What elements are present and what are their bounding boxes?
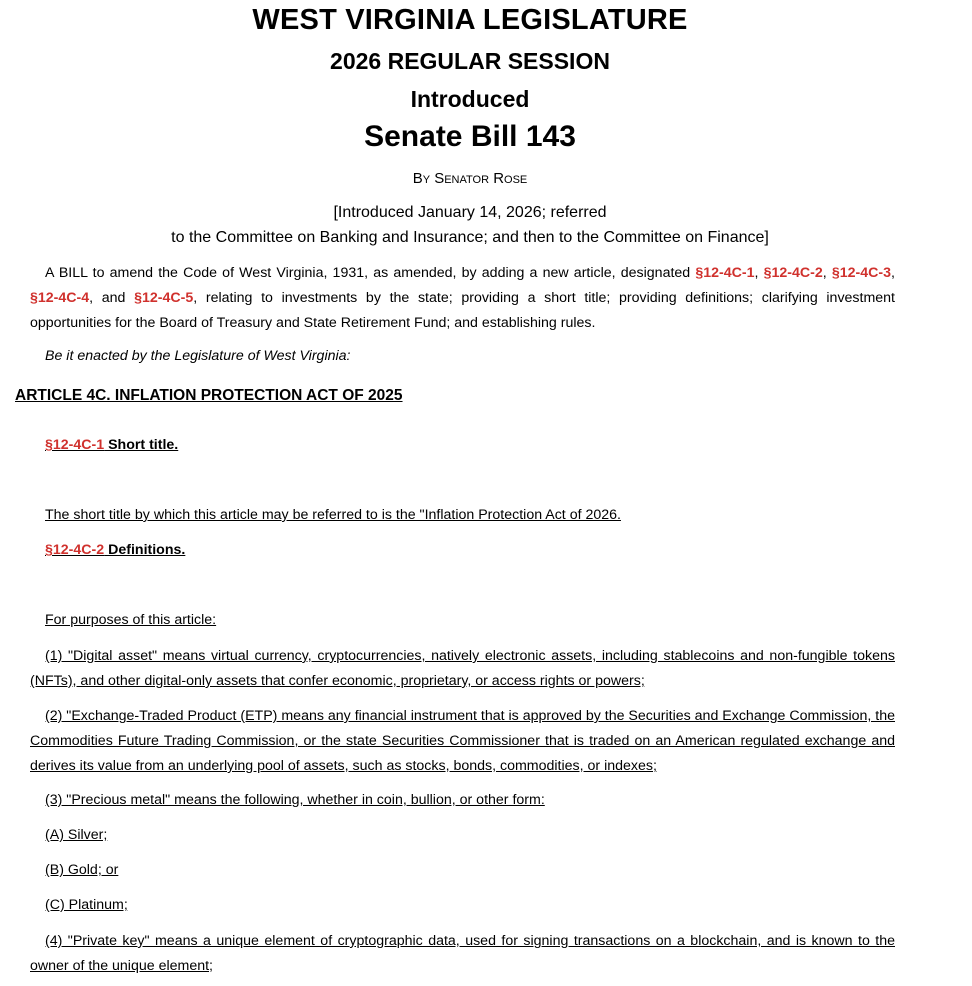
- bill-text-part1: A BILL to amend the Code of West Virginia, 1931, as amended, by adding a new article, designated: [45, 265, 696, 281]
- definition-item: (3) "Precious metal" means the following, whether in coin, bullion, or other form:: [45, 792, 545, 808]
- bill-title: Senate Bill 143: [364, 120, 576, 153]
- article-heading: ARTICLE 4C. INFLATION PROTECTION ACT OF 2025: [15, 387, 403, 404]
- session-title: 2026 REGULAR SESSION: [330, 48, 610, 74]
- definition-subitem: (C) Platinum;: [45, 897, 128, 913]
- legislature-title: WEST VIRGINIA LEGISLATURE: [252, 4, 688, 36]
- definition-subitem: (A) Silver;: [45, 827, 108, 843]
- section-ref-link[interactable]: §12-4C-3: [831, 265, 892, 281]
- section-heading: [45, 542, 185, 558]
- bill-text-part2: , relating to investments by the state; providing a short title; providing definitions; clarifying investment opportunities for the Board of Treasury and State Retirement Fund; and establishing rules.: [30, 290, 896, 331]
- separator: , and: [89, 290, 135, 306]
- section-heading: [45, 437, 178, 453]
- sponsor-line: By Senator Rose: [412, 170, 528, 187]
- section-ref-link[interactable]: §12-4C-1: [695, 265, 755, 281]
- definition-item: (4) "Private key" means a unique element of cryptographic data, used for signing transactions on a blockchain, and is known to the owner of the unique element;: [30, 933, 895, 974]
- section-number-link[interactable]: §12-4C-1: [45, 437, 105, 453]
- definition-item: (2) "Exchange-Traded Product (ETP) means any financial instrument that is approved by the Securities and Exchange Commission, the Commodities Future Trading Commission, or the state Securities Commissioner that is traded on an American regulated exchange and derives its value from an underlying pool of assets, such as stocks, bonds, commodities, or indexes;: [30, 708, 895, 774]
- section-number-link[interactable]: §12-4C-2: [45, 542, 105, 558]
- definition-item: (1) "Digital asset" means virtual currency, cryptocurrencies, natively electronic assets, including stablecoins and non-fungible tokens (NFTs), and other digital-only assets that confer economic, proprietary, or access rights or powers;: [30, 648, 895, 689]
- separator: ,: [754, 265, 764, 281]
- section-title: Short title.: [104, 437, 179, 453]
- section-ref-link[interactable]: §12-4C-4: [30, 290, 90, 306]
- introduced-line-2: to the Committee on Banking and Insurance; and then to the Committee on Finance]: [171, 229, 769, 246]
- definition-subitem: (B) Gold; or: [45, 862, 119, 878]
- separator: ,: [891, 265, 895, 281]
- section-text: The short title by which this article may be referred to is the "Inflation Protection Act of 2026.: [45, 507, 621, 523]
- introduced-line-1: [Introduced January 14, 2026; referred: [333, 204, 607, 221]
- section-ref-link[interactable]: §12-4C-5: [134, 290, 194, 306]
- bill-status: Introduced: [410, 86, 530, 112]
- enacting-clause: Be it enacted by the Legislature of West Virginia:: [45, 348, 351, 364]
- bill-title-paragraph: [30, 261, 895, 336]
- section-title: Definitions.: [104, 542, 186, 558]
- definitions-intro: For purposes of this article:: [45, 612, 217, 628]
- section-ref-link[interactable]: §12-4C-2: [763, 265, 823, 281]
- separator: ,: [822, 265, 832, 281]
